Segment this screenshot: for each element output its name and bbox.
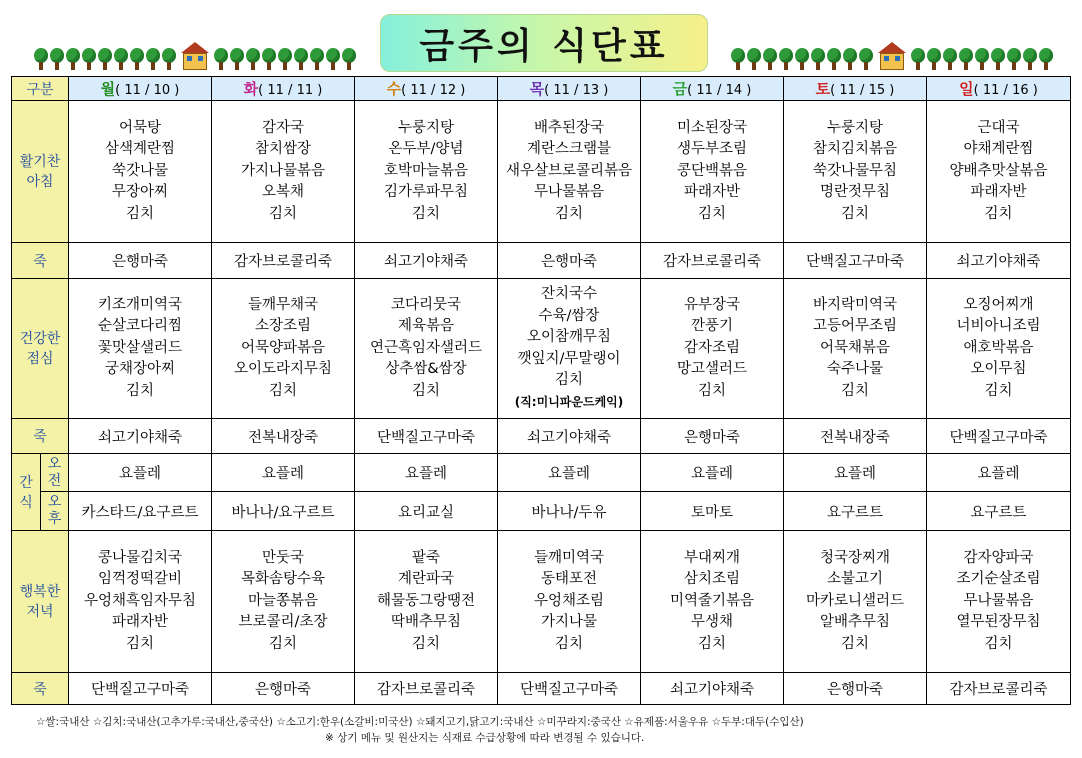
porridge-cell: 감자브로콜리죽	[641, 243, 784, 279]
porridge-cell: 쇠고기야채죽	[498, 419, 641, 454]
menu-cell	[784, 101, 927, 243]
origin-footer: ☆쌀:국내산 ☆김치:국내산(고추가루:국내산,중국산) ☆소고기:한우(소갈비:미국산) ☆돼지고기,닭고기:국내산 ☆미꾸라지:중국산 ☆유제품:서울우유 ☆두부:대두(수입산)	[36, 716, 804, 728]
snack-cell: 요플레	[784, 454, 927, 492]
day-date: ( 11 / 10 )	[115, 83, 180, 98]
tree-icon	[959, 48, 973, 70]
header-day	[355, 77, 498, 101]
tree-icon	[731, 48, 745, 70]
menu-cell	[784, 279, 927, 419]
porridge-cell: 전복내장죽	[212, 419, 355, 454]
menu-item: 고등어무조림	[812, 318, 898, 335]
day-name: 월	[100, 80, 116, 98]
tree-icon	[98, 48, 112, 70]
menu-cell	[355, 101, 498, 243]
porridge-cell: 은행마죽	[69, 243, 212, 279]
header-day	[784, 77, 927, 101]
tree-icon	[230, 48, 244, 70]
menu-item: 해물동그랑땡전	[376, 592, 476, 609]
tree-icon	[927, 48, 941, 70]
left-decoration	[34, 42, 356, 70]
menu-cell	[927, 279, 1071, 419]
day-date: ( 11 / 16 )	[973, 83, 1038, 98]
tree-icon	[50, 48, 64, 70]
menu-item: 계란스크램블	[526, 141, 612, 158]
day-name: 목	[529, 80, 545, 98]
menu-item: 알배추무침	[819, 614, 891, 631]
tree-icon	[214, 48, 228, 70]
porridge-cell: 은행마죽	[498, 243, 641, 279]
menu-item: 감자국	[261, 119, 305, 136]
menu-item: 미역줄기볶음	[669, 592, 755, 609]
menu-item: 가지나물볶음	[240, 162, 326, 179]
menu-item: 김치	[984, 205, 1013, 222]
tree-icon	[843, 48, 857, 70]
menu-item: 김치	[984, 382, 1013, 399]
menu-cell	[927, 531, 1071, 673]
house-icon	[878, 42, 906, 70]
menu-item: 콩단백볶음	[676, 162, 748, 179]
snack-label: 간 식	[12, 454, 41, 531]
menu-item: 목화솜탕수육	[240, 571, 326, 588]
menu-item: 김치	[840, 205, 869, 222]
tree-icon	[310, 48, 324, 70]
menu-item: 파래자반	[111, 614, 169, 631]
dinner-row	[12, 531, 1071, 673]
day-name: 토	[815, 80, 831, 98]
menu-item: 가지나물	[540, 614, 598, 631]
menu-cell	[641, 101, 784, 243]
menu-item: 잔치국수	[540, 286, 598, 302]
menu-item: 순살코다리찜	[97, 318, 183, 335]
menu-cell	[927, 101, 1071, 243]
menu-item: 누룽지탕	[826, 119, 884, 136]
notice-footer: ※ 상기 메뉴 및 원산지는 식재료 수급상황에 따라 변경될 수 있습니다.	[325, 732, 645, 744]
menu-item: 코다리뭇국	[390, 296, 462, 313]
menu-item: 김치	[125, 382, 154, 399]
menu-item: 김치	[697, 205, 726, 222]
breakfast-label: 활기찬 아침	[12, 101, 69, 243]
menu-item: 김치	[411, 635, 440, 652]
menu-item: 배추된장국	[533, 119, 605, 136]
menu-cell	[69, 101, 212, 243]
porridge-cell: 단백질고구마죽	[355, 419, 498, 454]
header-day	[212, 77, 355, 101]
menu-item: 김치	[554, 635, 583, 652]
day-name: 일	[959, 80, 974, 98]
menu-item: 김가루파무침	[383, 184, 469, 201]
menu-item: 김치	[554, 372, 583, 388]
header-day	[927, 77, 1071, 101]
porridge-cell: 단백질고구마죽	[927, 419, 1071, 454]
menu-item: 미소된장국	[676, 119, 748, 136]
menu-item: 김치	[840, 382, 869, 399]
menu-cell	[69, 531, 212, 673]
snack-cell: 요리교실	[355, 492, 498, 531]
menu-item: 호박마늘볶음	[383, 162, 469, 179]
menu-item: 제육볶음	[397, 318, 455, 335]
menu-item: 소불고기	[826, 571, 884, 588]
porridge-cell: 전복내장죽	[784, 419, 927, 454]
menu-note: (직:미니파운드케익)	[514, 394, 624, 409]
menu-item: 쑥갓나물무침	[812, 162, 898, 179]
snack-cell: 요플레	[927, 454, 1071, 492]
tree-icon	[811, 48, 825, 70]
tree-icon	[114, 48, 128, 70]
porridge-cell: 은행마죽	[641, 419, 784, 454]
porridge-cell: 쇠고기야채죽	[69, 419, 212, 454]
menu-item: 우엉채흑임자무침	[83, 592, 197, 609]
tree-icon	[975, 48, 989, 70]
menu-table	[11, 76, 1071, 705]
tree-icon	[342, 48, 356, 70]
header-label: 구분	[12, 77, 69, 101]
menu-item: 딱배추무침	[390, 614, 462, 631]
day-date: ( 11 / 13 )	[544, 83, 609, 98]
snack-am-label: 오 전	[41, 454, 69, 492]
menu-item: 근대국	[977, 119, 1020, 136]
menu-item: 김치	[554, 205, 583, 222]
snack-cell: 요플레	[355, 454, 498, 492]
menu-item: 깻잎지/무말랭이	[517, 350, 621, 367]
porridge-label: 죽	[12, 419, 69, 454]
menu-item: 참치쌈장	[254, 141, 312, 158]
porridge-cell: 쇠고기야채죽	[355, 243, 498, 279]
menu-item: 무생채	[690, 614, 734, 631]
tree-icon	[262, 48, 276, 70]
menu-item: 야채계란찜	[963, 141, 1034, 158]
porridge-label: 죽	[12, 673, 69, 705]
day-date: ( 11 / 11 )	[258, 83, 323, 98]
day-date: ( 11 / 14 )	[687, 83, 752, 98]
menu-item: 삼치조림	[683, 571, 741, 588]
menu-item: 조기순살조림	[956, 571, 1041, 588]
menu-item: 수육/쌈장	[538, 307, 600, 324]
menu-item: 브로콜리/초장	[238, 614, 328, 631]
snack-pm-label: 오 후	[41, 492, 69, 531]
menu-cell	[212, 531, 355, 673]
tree-icon	[763, 48, 777, 70]
menu-item: 꽃맛살샐러드	[97, 339, 183, 356]
porridge-cell: 은행마죽	[212, 673, 355, 705]
menu-item: 부대찌개	[683, 549, 741, 566]
menu-item: 열무된장무침	[956, 614, 1041, 631]
menu-item: 무장아찌	[111, 184, 169, 201]
menu-item: 온두부/양념	[388, 141, 464, 158]
tree-icon	[779, 48, 793, 70]
menu-item: 오이도라지무침	[233, 361, 333, 378]
menu-item: 김치	[125, 205, 154, 222]
porridge-cell: 은행마죽	[784, 673, 927, 705]
day-name: 금	[672, 80, 688, 98]
tree-icon	[278, 48, 292, 70]
tree-icon	[246, 48, 260, 70]
day-date: ( 11 / 12 )	[401, 83, 466, 98]
tree-icon	[747, 48, 761, 70]
menu-list	[498, 284, 640, 392]
right-decoration	[731, 42, 1053, 70]
menu-item: 감자양파국	[963, 549, 1034, 566]
menu-cell	[641, 531, 784, 673]
menu-item: 콩나물김치국	[97, 549, 183, 566]
menu-item: 오이참깨무침	[526, 329, 612, 345]
menu-item: 깐풍기	[690, 318, 734, 335]
menu-item: 연근흑임자샐러드	[369, 339, 483, 356]
menu-item: 쑥갓나물	[111, 162, 169, 179]
house-icon	[181, 42, 209, 70]
porridge-cell: 감자브로콜리죽	[355, 673, 498, 705]
tree-icon	[146, 48, 160, 70]
title-banner	[380, 14, 708, 72]
menu-item: 생두부조림	[676, 141, 748, 158]
snack-cell: 토마토	[641, 492, 784, 531]
menu-item: 만둣국	[261, 549, 305, 566]
menu-cell	[212, 279, 355, 419]
day-date: ( 11 / 15 )	[830, 83, 895, 98]
menu-item: 참치김치볶음	[812, 141, 898, 158]
menu-item: 바지락미역국	[812, 296, 898, 313]
menu-item: 김치	[268, 205, 297, 222]
tree-icon	[827, 48, 841, 70]
breakfast-row	[12, 101, 1071, 243]
lunch-row	[12, 279, 1071, 419]
menu-item: 김치	[268, 635, 297, 652]
menu-item: 김치	[125, 635, 154, 652]
menu-item: 어묵양파볶음	[240, 339, 326, 356]
header-row	[12, 77, 1071, 101]
menu-item: 김치	[984, 635, 1013, 652]
menu-item: 김치	[411, 205, 440, 222]
day-name: 화	[243, 80, 259, 98]
menu-item: 팥죽	[411, 549, 440, 566]
menu-item: 오징어찌개	[963, 296, 1034, 313]
menu-item: 계란파국	[397, 571, 455, 588]
menu-item: 어묵채볶음	[819, 339, 891, 356]
tree-icon	[162, 48, 176, 70]
menu-item: 상추쌈&쌈장	[385, 361, 467, 378]
menu-item: 청국장찌개	[819, 549, 891, 566]
menu-cell	[498, 101, 641, 243]
menu-item: 누룽지탕	[397, 119, 455, 136]
lunch-label: 건강한 점심	[12, 279, 69, 419]
menu-item: 유부장국	[683, 296, 741, 313]
menu-item: 파래자반	[683, 184, 741, 201]
menu-item: 무나물볶음	[963, 592, 1034, 609]
snack-cell: 요구르트	[784, 492, 927, 531]
header-day	[498, 77, 641, 101]
porridge-cell: 단백질고구마죽	[498, 673, 641, 705]
menu-item: 임꺽정떡갈비	[97, 571, 183, 588]
porridge-cell: 단백질고구마죽	[69, 673, 212, 705]
porridge-row	[12, 673, 1071, 705]
menu-item: 김치	[697, 382, 726, 399]
tree-icon	[1039, 48, 1053, 70]
dinner-label: 행복한 저녁	[12, 531, 69, 673]
menu-item: 무나물볶음	[533, 184, 605, 201]
menu-cell	[69, 279, 212, 419]
menu-item: 키조개미역국	[97, 296, 183, 313]
porridge-cell: 감자브로콜리죽	[212, 243, 355, 279]
menu-item: 파래자반	[970, 184, 1027, 201]
menu-item: 김치	[840, 635, 869, 652]
menu-item: 김치	[268, 382, 297, 399]
tree-icon	[66, 48, 80, 70]
menu-item: 마카로니샐러드	[805, 592, 905, 609]
porridge-cell: 쇠고기야채죽	[641, 673, 784, 705]
menu-cell	[784, 531, 927, 673]
snack-cell: 바나나/두유	[498, 492, 641, 531]
snack-cell: 요플레	[641, 454, 784, 492]
tree-icon	[859, 48, 873, 70]
menu-cell	[212, 101, 355, 243]
menu-item: 명란젓무침	[819, 184, 891, 201]
tree-icon	[991, 48, 1005, 70]
snack-pm-row	[12, 492, 1071, 531]
header-day	[641, 77, 784, 101]
page-title: 금주의 식단표	[419, 25, 669, 67]
menu-item: 애호박볶음	[963, 339, 1034, 356]
tree-icon	[326, 48, 340, 70]
tree-icon	[911, 48, 925, 70]
snack-am-row	[12, 454, 1071, 492]
menu-item: 우엉채조림	[533, 592, 605, 609]
menu-item: 양배추맛살볶음	[949, 162, 1048, 179]
menu-item: 새우살브로콜리볶음	[505, 162, 633, 179]
menu-item: 궁채장아찌	[104, 361, 176, 378]
porridge-label: 죽	[12, 243, 69, 279]
menu-item: 너비아니조림	[956, 318, 1041, 335]
menu-cell	[641, 279, 784, 419]
menu-item: 동태포전	[540, 571, 598, 588]
menu-item: 마늘쫑볶음	[247, 592, 319, 609]
menu-item: 어묵탕	[118, 119, 162, 136]
porridge-cell: 쇠고기야채죽	[927, 243, 1071, 279]
menu-item: 망고샐러드	[676, 361, 748, 378]
menu-cell	[498, 279, 641, 419]
tree-icon	[943, 48, 957, 70]
menu-item: 오복채	[261, 184, 305, 201]
snack-cell: 바나나/요구르트	[212, 492, 355, 531]
tree-icon	[795, 48, 809, 70]
tree-icon	[130, 48, 144, 70]
menu-cell	[498, 531, 641, 673]
porridge-row	[12, 243, 1071, 279]
menu-item: 들깨미역국	[533, 549, 605, 566]
menu-item: 삼색계란찜	[104, 141, 176, 158]
porridge-row	[12, 419, 1071, 454]
menu-item: 김치	[411, 382, 440, 399]
header-day	[69, 77, 212, 101]
menu-item: 소장조림	[254, 318, 312, 335]
snack-cell: 요플레	[69, 454, 212, 492]
tree-icon	[1023, 48, 1037, 70]
snack-cell: 카스타드/요구르트	[69, 492, 212, 531]
tree-icon	[82, 48, 96, 70]
tree-icon	[1007, 48, 1021, 70]
tree-icon	[294, 48, 308, 70]
menu-item: 감자조림	[683, 339, 741, 356]
snack-cell: 요플레	[212, 454, 355, 492]
porridge-cell: 감자브로콜리죽	[927, 673, 1071, 705]
day-name: 수	[386, 80, 402, 98]
menu-item: 김치	[697, 635, 726, 652]
menu-cell	[355, 279, 498, 419]
menu-item: 숙주나물	[826, 361, 884, 378]
menu-item: 들깨무채국	[247, 296, 319, 313]
porridge-cell: 단백질고구마죽	[784, 243, 927, 279]
snack-cell: 요플레	[498, 454, 641, 492]
snack-cell: 요구르트	[927, 492, 1071, 531]
menu-cell	[355, 531, 498, 673]
menu-item: 오이무침	[970, 361, 1027, 378]
tree-icon	[34, 48, 48, 70]
